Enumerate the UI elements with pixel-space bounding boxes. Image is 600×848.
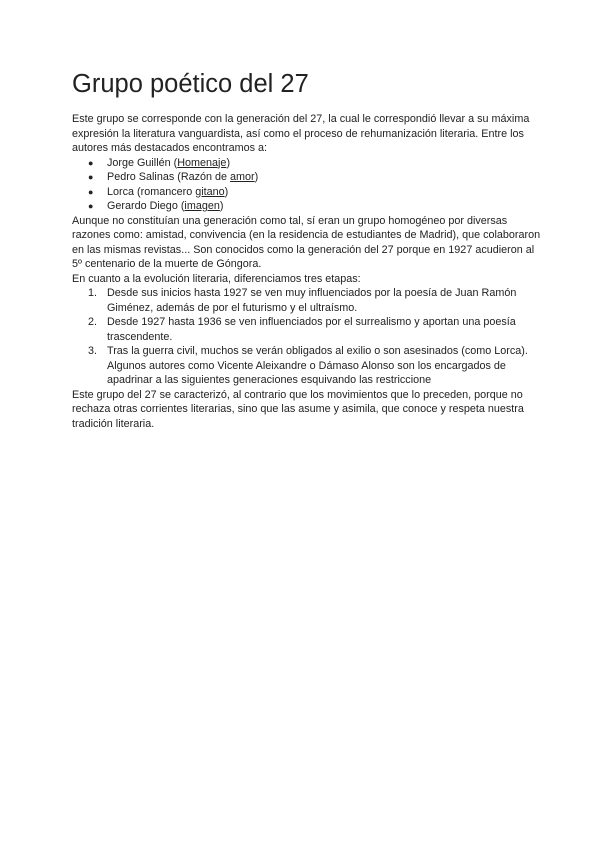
bullet-icon: ● <box>88 157 94 168</box>
author-text: Jorge Guillén ( <box>107 156 178 169</box>
author-text: Pedro Salinas (Razón de <box>107 171 231 183</box>
link-homenaje[interactable]: Homenaje <box>177 156 227 169</box>
link-imagen[interactable]: imagen <box>184 200 220 212</box>
author-suffix: ) <box>224 185 229 198</box>
stage-text: Tras la guerra civil, muchos se verán obligados al exilio o son asesinados (como Lorca). Algunos autores como Vicente Aleixandre o Dámaso Alonso son los encargados de apadrinar a las siguientes generaciones esquivando las restriccione <box>107 345 528 386</box>
list-item <box>72 315 542 344</box>
bullet-icon: ● <box>88 172 94 182</box>
list-item <box>72 156 542 171</box>
author-text: Lorca (romancero <box>107 185 196 198</box>
paragraph-generation: Aunque no constituían una generación como tal, sí eran un grupo homogéneo por diversas razones como: amistad, convivencia (en la residencia de estudiantes de Madrid), que colaboraron en las mismas revistas... Son conocidos como la generación del 27 porque en 1927 acudieron al 5º centenario de la muerte de Góngora. <box>72 214 541 270</box>
bullet-icon: ● <box>88 186 94 197</box>
list-item <box>72 286 542 315</box>
author-text: Gerardo Diego ( <box>107 200 185 212</box>
bullet-icon: ● <box>88 201 94 211</box>
link-gitano[interactable]: gitano <box>195 185 225 198</box>
list-number: 2. <box>88 316 98 328</box>
stages-list <box>72 286 542 388</box>
paragraph-stages-intro: En cuanto a la evolución literaria, diferenciamos tres etapas: <box>72 272 361 285</box>
intro-paragraph: Este grupo se corresponde con la generación del 27, la cual le correspondió llevar a su máxima expresión la literatura vanguardista, así como el proceso de rehumanización literaria. Entre los autores más destacados encontramos a: <box>72 113 530 154</box>
author-suffix: ) <box>254 171 259 183</box>
stage-text: Desde sus inicios hasta 1927 se ven muy influenciados por la poesía de Juan Ramón Giménez, además de por el futurismo y el ultraísmo. <box>107 287 517 314</box>
list-number: 1. <box>88 287 98 299</box>
list-item <box>72 185 542 200</box>
list-number: 3. <box>88 345 98 357</box>
author-suffix: ) <box>219 200 224 212</box>
link-amor[interactable]: amor <box>230 171 255 183</box>
authors-list <box>72 156 542 214</box>
page-title: Grupo poético del 27 <box>72 70 309 98</box>
list-item <box>72 199 542 214</box>
document-page <box>72 68 542 431</box>
stage-text: Desde 1927 hasta 1936 se ven influenciados por el surrealismo y aportan una poesía trascendente. <box>107 316 516 343</box>
list-item <box>72 170 542 185</box>
paragraph-conclusion: Este grupo del 27 se caracterizó, al contrario que los movimientos que lo preceden, porque no rechaza otras corrientes literarias, sino que las asume y asimila, que conoce y respeta nuestra tradición literaria. <box>72 388 524 430</box>
author-suffix: ) <box>226 156 231 169</box>
list-item <box>72 344 542 388</box>
